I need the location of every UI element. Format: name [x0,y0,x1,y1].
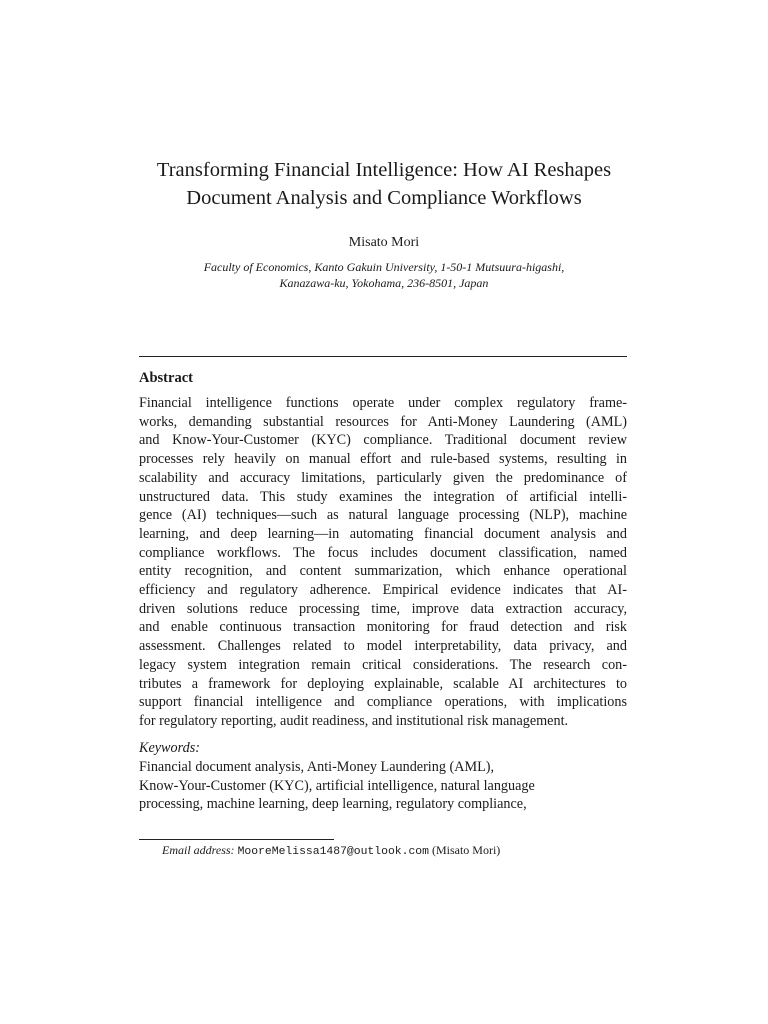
affiliation-line-2: Kanazawa-ku, Yokohama, 236-8501, Japan [279,276,489,290]
abstract-line: legacy system integration remain critical considerations. The research con- [139,656,627,673]
author-name: Misato Mori [348,235,420,250]
abstract-line: unstructured data. This study examines the integration of artificial intelli- [139,488,627,505]
footnote-email-address[interactable]: MooreMelissa1487@outlook.com [237,846,429,858]
affiliation-line-1: Faculty of Economics, Kanto Gakuin University, 1-50-1 Mutsuura-higashi, [203,260,565,274]
abstract-heading: Abstract [139,370,193,386]
abstract-line: gence (AI) techniques—such as natural language processing (NLP), machine [139,507,627,524]
abstract-line: assessment. Challenges related to model interpretability, data privacy, and [139,638,627,655]
footnote-author-name: (Misato Mori) [431,843,501,857]
abstract-line: learning, and deep learning—in automating financial document analysis and [139,525,627,542]
title-line-2: Document Analysis and Compliance Workflows [186,187,582,209]
paper-title [100,156,668,212]
abstract-top-rule [139,356,627,357]
keywords-line: processing, machine learning, deep learning, regulatory compliance, [139,796,527,813]
abstract-line: and enable continuous transaction monitoring for fraud detection and risk [139,619,627,636]
abstract-line: support financial intelligence and compliance operations, with implications [139,694,627,711]
abstract-line: efficiency and regulatory adherence. Empirical evidence indicates that AI- [139,582,627,599]
title-line-1: Transforming Financial Intelligence: How AI Reshapes [156,159,612,181]
abstract-line: Financial intelligence functions operate under complex regulatory frame- [139,395,627,411]
footnote-rule [139,839,334,840]
keywords-line: Know-Your-Customer (KYC), artificial intelligence, natural language [139,777,535,794]
author-affiliation [100,259,668,291]
abstract-line: processes rely heavily on manual effort and rule-based systems, resulting in [139,451,627,468]
abstract-line: for regulatory reporting, audit readiness, and institutional risk management. [139,712,569,729]
abstract-line: entity recognition, and content summarization, which enhance operational [139,563,627,580]
abstract-line: scalability and accuracy limitations, particularly given the predominance of [139,469,627,486]
abstract-line: and Know-Your-Customer (KYC) compliance. Traditional document review [139,432,627,449]
abstract-line: compliance workflows. The focus includes document classification, named [139,544,627,561]
abstract-line: works, demanding substantial resources for Anti-Money Laundering (AML) [139,413,627,430]
footnote-email-label: Email address: [162,843,235,857]
keywords-line: Financial document analysis, Anti-Money Laundering (AML), [139,759,495,775]
footnote [162,842,500,860]
abstract-text [139,394,627,731]
keywords-heading: Keywords: [139,740,200,756]
abstract-line: tributes a framework for deploying explainable, scalable AI architectures to [139,675,627,692]
keywords-list [139,758,627,814]
abstract-line: driven solutions reduce processing time, improve data extraction accuracy, [139,600,627,617]
